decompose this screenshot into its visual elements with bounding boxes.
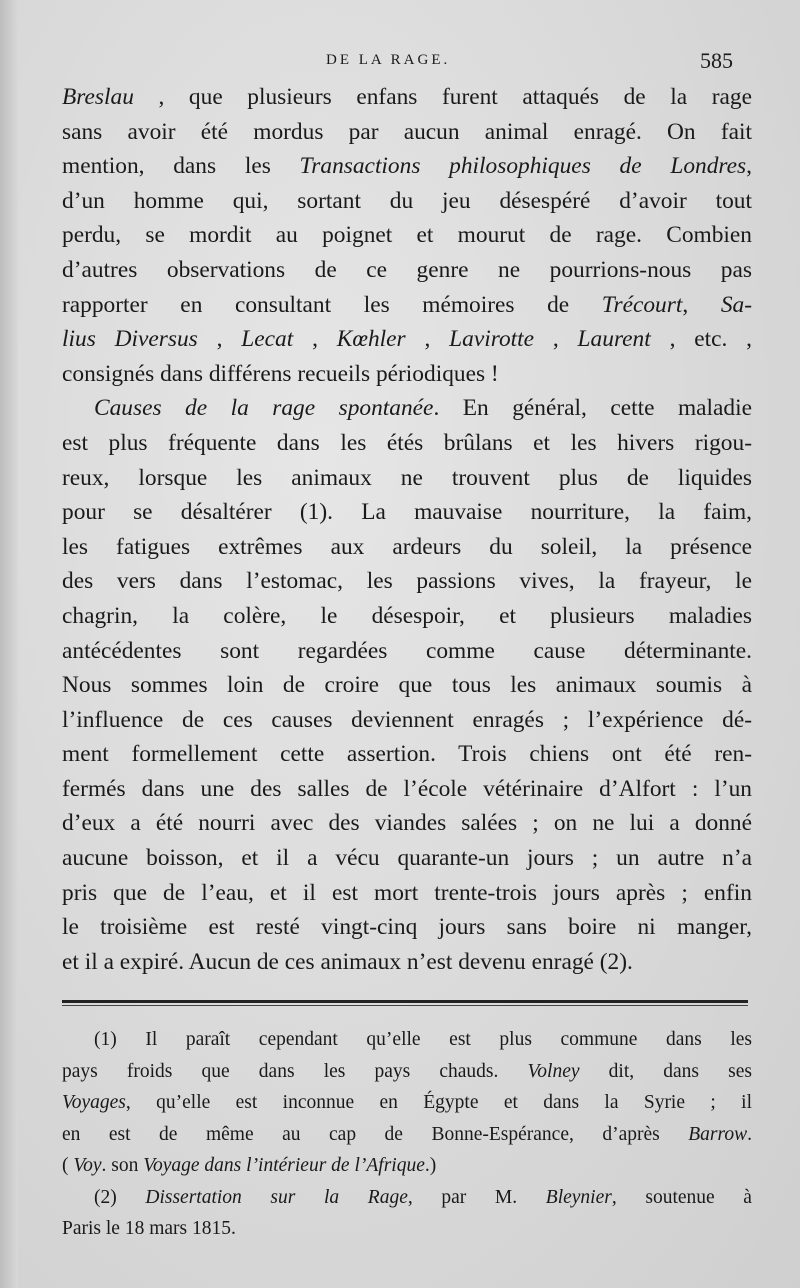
footnote-separator xyxy=(62,1000,748,1003)
page-number: 585 xyxy=(700,48,733,73)
text-line: perdu, se mordit au poignet et mourut de rage. Combien xyxy=(62,222,752,249)
footnote-line: ( Voy. son Voyage dans l’intérieur de l’Afrique.) xyxy=(62,1155,437,1176)
text-line: fermés dans une des salles de l’école vétérinaire d’Alfort : l’un xyxy=(62,775,752,802)
text-line: Nous sommes loin de croire que tous les animaux soumis à xyxy=(62,672,752,699)
footnote-separator-thin xyxy=(62,1005,748,1006)
text-line: d’autres observations de ce genre ne pourrions-nous pas xyxy=(62,256,752,283)
text-line: pour se désaltérer (1). La mauvaise nourriture, la faim, xyxy=(62,499,752,526)
main-text xyxy=(62,80,752,979)
text-line: chagrin, la colère, le désespoir, et plusieurs maladies xyxy=(62,602,752,629)
text-line: rapporter en consultant les mémoires de Trécourt, Sa- xyxy=(62,291,752,318)
text-line: d’un homme qui, sortant du jeu désespéré d’avoir tout xyxy=(62,187,752,214)
text-line: mention, dans les Transactions philosophiques de Londres, xyxy=(62,153,752,180)
text-line: lius Diversus , Lecat , Kœhler , Lavirotte , Laurent , etc. , xyxy=(62,326,753,353)
text-line: des vers dans l’estomac, les passions vives, la frayeur, le xyxy=(62,568,752,595)
text-line: sans avoir été mordus par aucun animal enragé. On fait xyxy=(62,118,752,145)
page-edge-shadow xyxy=(0,0,18,1288)
text-line: est plus fréquente dans les étés brûlans et les hivers rigou- xyxy=(62,429,752,456)
footnote-line: Voyages, qu’elle est inconnue en Égypte et dans la Syrie ; il xyxy=(62,1092,752,1113)
running-title: DE LA RAGE. xyxy=(326,52,451,68)
page-header xyxy=(0,48,800,78)
text-line: d’eux a été nourri avec des viandes salées ; on ne lui a donné xyxy=(62,810,752,837)
footnote-line: pays froids que dans les pays chauds. Volney dit, dans ses xyxy=(62,1060,752,1082)
footnote-line: en est de même au cap de Bonne-Espérance, d’après Barrow. xyxy=(62,1123,752,1145)
text-line: Breslau , que plusieurs enfans furent attaqués de la rage xyxy=(62,84,752,110)
text-line: l’influence de ces causes deviennent enragés ; l’expérience dé- xyxy=(62,706,752,733)
footnote-line: (1) Il paraît cependant qu’elle est plus commune dans les xyxy=(94,1029,752,1050)
text-line: le troisième est resté vingt-cinq jours sans boire ni manger, xyxy=(62,914,752,941)
footnotes xyxy=(62,1024,752,1245)
footnote-line: Paris le 18 mars 1815. xyxy=(62,1218,236,1239)
text-line: les fatigues extrêmes aux ardeurs du soleil, la présence xyxy=(62,533,752,560)
text-line: aucune boisson, et il a vécu quarante-un jours ; un autre n’a xyxy=(62,845,752,872)
text-line: consignés dans différens recueils périodiques ! xyxy=(62,360,499,387)
text-line: ment formellement cette assertion. Trois chiens ont été ren- xyxy=(62,741,752,768)
text-line: antécédentes sont regardées comme cause déterminante. xyxy=(62,637,752,664)
text-line: et il a expiré. Aucun de ces animaux n’est devenu enragé (2). xyxy=(62,948,633,975)
footnote-line: (2) Dissertation sur la Rage, par M. Bleynier, soutenue à xyxy=(94,1186,752,1208)
section-heading-line: Causes de la rage spontanée. En général, cette maladie xyxy=(94,395,752,422)
text-line: reux, lorsque les animaux ne trouvent plus de liquides xyxy=(62,464,752,491)
text-line: pris que de l’eau, et il est mort trente-trois jours après ; enfin xyxy=(62,879,752,906)
